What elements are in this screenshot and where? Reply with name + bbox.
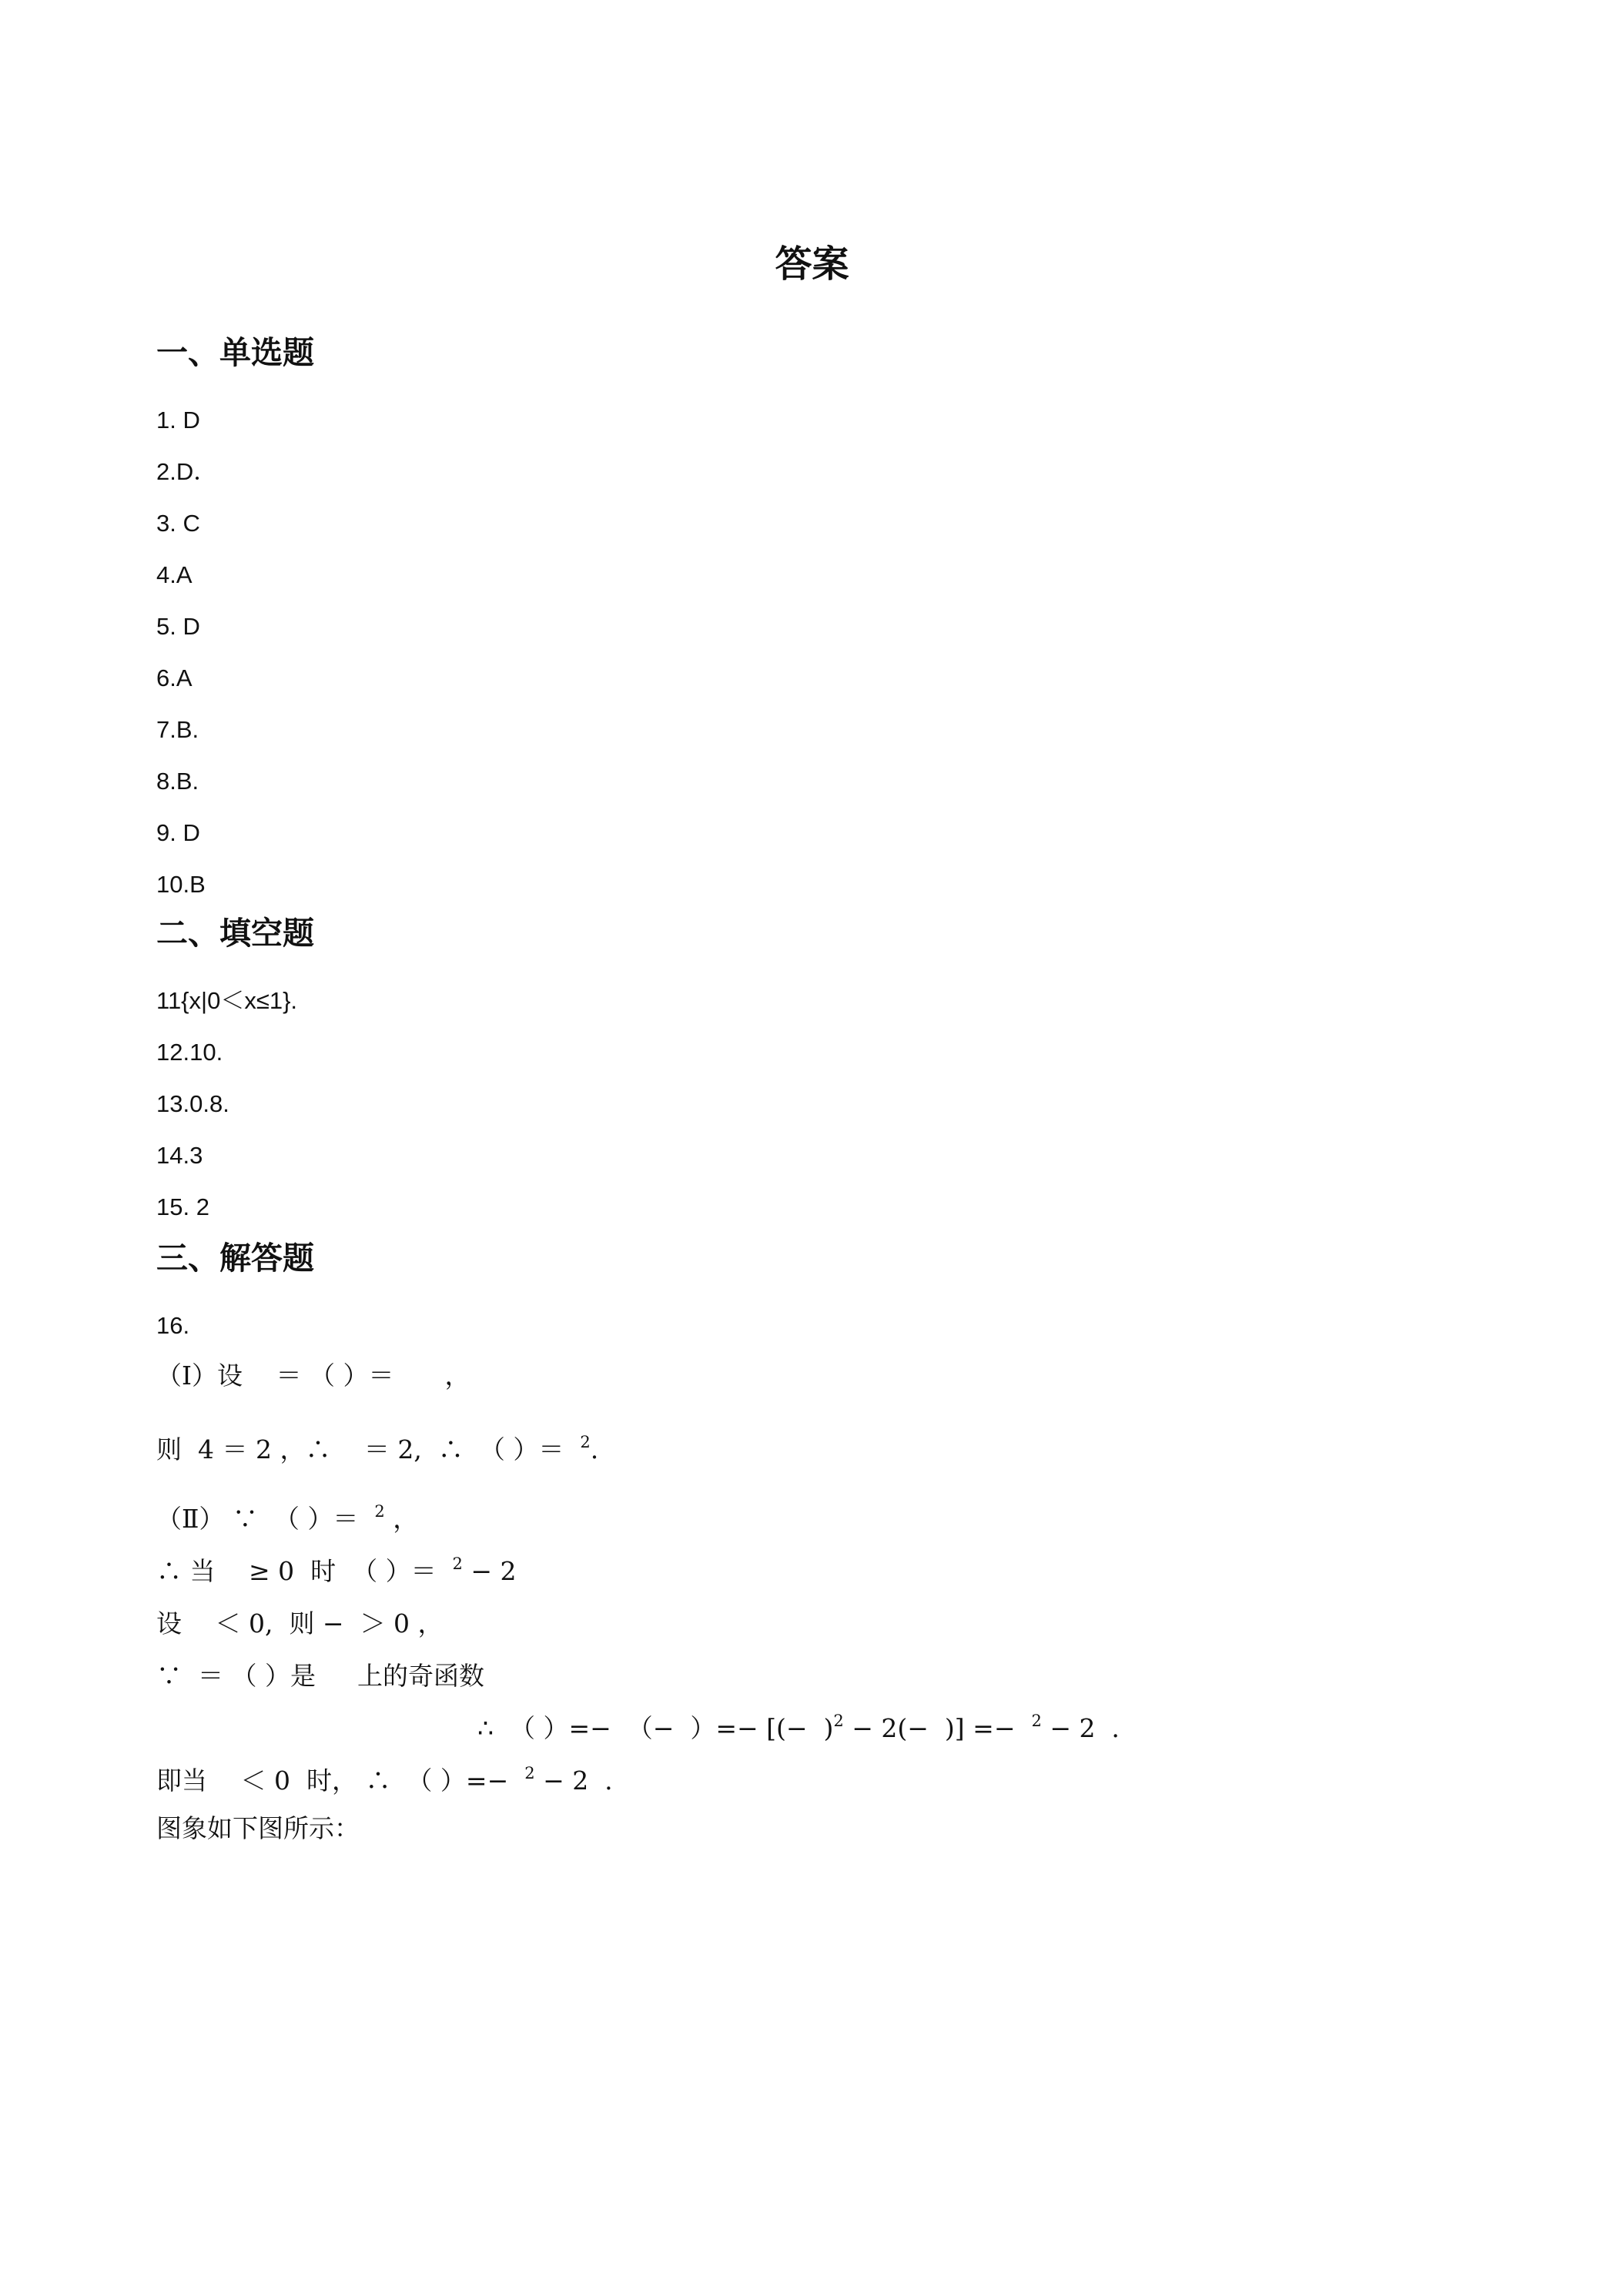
solution-line: 设 ＜ 0, 则 − ＞ 0 ， — [156, 1608, 444, 1638]
answer-item: 6.A — [156, 664, 193, 691]
answer-item: 7.B. — [156, 716, 199, 743]
answer-item: 10.B — [156, 871, 206, 898]
answer-item: 3. C — [156, 510, 200, 537]
page-title: 答案 — [775, 243, 849, 286]
solution-line: ∴ （ ）=− （− ）=− [(− )$^2$ − 2(− )] =− $^2$ − 2 . — [477, 1712, 1120, 1743]
section-heading-single-choice: 一、单选题 — [156, 334, 314, 371]
answer-item: 14.3 — [156, 1142, 203, 1169]
section-heading-solutions: 三、解答题 — [156, 1240, 314, 1277]
solution-line: （Ⅰ）设 ＝ （ ）＝ ， — [156, 1361, 470, 1391]
solution-line: ∵ ＝ （ ）是 上的奇函数 — [156, 1661, 484, 1691]
solution-line: ∴ 当 ≥ 0 时 （ ）＝ $^2$ − 2 — [156, 1555, 517, 1586]
answer-item: 1. D — [156, 407, 200, 433]
solution-line: 则 4 ＝ 2 ，∴ ＝ 2, ∴ （ ）＝ $^2$. — [156, 1433, 599, 1464]
solution-line: 图象如下图所示： — [156, 1813, 360, 1843]
answer-item: 11{x|0＜x≤1}. — [156, 987, 298, 1014]
answer-item: 2.D． — [156, 458, 218, 485]
section-heading-fill-blank: 二、填空题 — [156, 915, 314, 952]
answer-item: 13.0.8. — [156, 1090, 229, 1117]
answer-item: 5. D — [156, 613, 200, 640]
answer-item: 15. 2 — [156, 1193, 209, 1220]
graph-area — [156, 1863, 1465, 2187]
solution-line: （Ⅱ） ∵ （ ）＝ $^2$ ， — [156, 1502, 419, 1534]
answer-item: 9. D — [156, 819, 200, 846]
answer-item: 4.A — [156, 561, 193, 588]
solution-line: 即当 ＜ 0 时， ∴ （ ）=− $^2$ − 2 . — [156, 1764, 613, 1796]
problem-number: 16. — [156, 1312, 190, 1339]
answer-item: 12.10. — [156, 1039, 223, 1066]
answer-item: 8.B. — [156, 768, 199, 795]
